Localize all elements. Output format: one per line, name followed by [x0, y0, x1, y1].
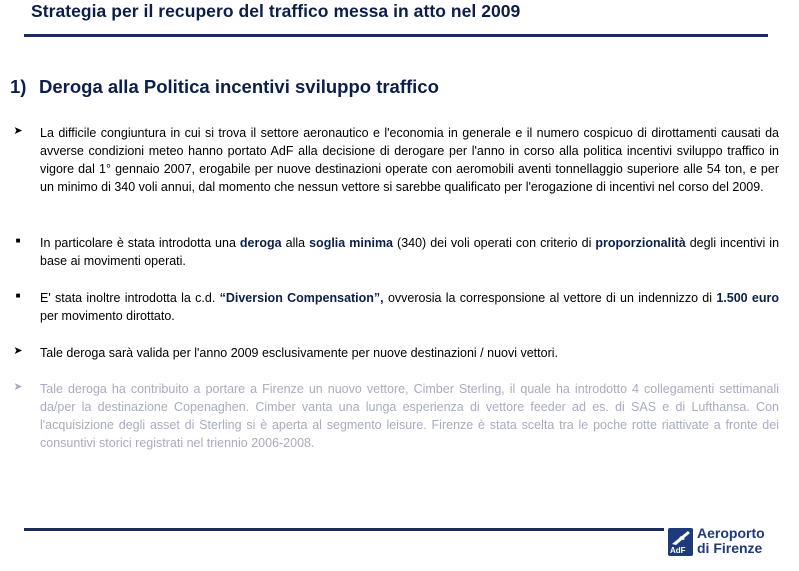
text-run: Tale deroga sarà valida per l'anno 2009 esclusivamente per nuove destinazioni / nuovi vettori.: [40, 346, 558, 360]
text-run: In particolare è stata introdotta una: [40, 236, 240, 250]
section-number: 1): [10, 76, 27, 97]
bold-phrase: 1.500 euro: [716, 291, 779, 305]
text-run: degli incentivi in base ai movimenti operati.: [40, 236, 780, 268]
logo-name: [697, 526, 765, 556]
logo-name-line1: Aeroporto: [697, 525, 765, 541]
section-heading: [10, 76, 439, 98]
arrow-bullet-icon: ➤: [13, 345, 23, 357]
text-run: Tale deroga ha contribuito a portare a Firenze un nuovo vettore, Cimber Sterling, il quale ha introdotto 4 collegamenti settimanali da/per la destinazione Copenaghen. Cimber vanta una lunga esperienza di vettore feeder ad es. di SAS e di Lufthansa. Con l'acquisizione degli asset di Sterling si è aperta al segmento leisure. Firenze è stata scelta tra le poche rotte riattivate a fronte dei consuntivi storici registrati nel triennio 2006-2008.: [40, 382, 779, 450]
bullet-text: [40, 234, 779, 270]
title-divider: [24, 34, 768, 37]
bullet-text: [40, 344, 779, 362]
plane-icon: [668, 528, 693, 548]
text-run: ovverosia la corresponsione al vettore di un indennizzo di: [383, 291, 717, 305]
section-title: Deroga alla Politica incentivi sviluppo traffico: [39, 76, 439, 97]
company-logo: [667, 525, 787, 561]
bullet-text: [40, 124, 779, 196]
text-run: per movimento dirottato.: [40, 309, 175, 323]
logo-name-line2: di Firenze: [697, 540, 763, 556]
square-bullet-icon: ■: [15, 236, 21, 245]
bullet-text: [40, 289, 779, 325]
square-bullet-icon: ■: [15, 291, 21, 300]
bold-phrase: deroga: [239, 236, 282, 250]
arrow-bullet-icon: ➤: [13, 381, 23, 393]
logo-mark-text: AdF: [670, 546, 686, 555]
bold-phrase: proporzionalità: [595, 236, 686, 250]
footer-divider: [24, 528, 664, 531]
arrow-bullet-icon: ➤: [13, 125, 23, 137]
logo-mark: [668, 528, 693, 556]
text-run: alla: [281, 236, 310, 250]
text-run: E' stata inoltre introdotta la c.d.: [40, 291, 220, 305]
bold-phrase: soglia minima: [309, 236, 394, 250]
text-run: La difficile congiuntura in cui si trova il settore aeronautico e l'economia in generale e il numero cospicuo di dirottamenti causati da avverse condizioni meteo hanno portato AdF alla decisione di derogare per l'anno in corso alla politica incentivi sviluppo traffico in vigore dal 1° gennaio 2007, erogabile per nuove destinazioni operate con aeromobili aventi tonnellaggio superiore alle 54 ton, e per un minimo di 340 voli annui, dal momento che nessun vettore si sarebbe qualificato per l'erogazione di incentivi nel corso del 2009.: [40, 126, 779, 194]
slide-title: Strategia per il recupero del traffico messa in atto nel 2009: [31, 1, 521, 21]
bullet-text: [40, 380, 779, 452]
text-run: (340) dei voli operati con criterio di: [393, 236, 596, 250]
bold-phrase: “Diversion Compensation”,: [219, 291, 384, 305]
